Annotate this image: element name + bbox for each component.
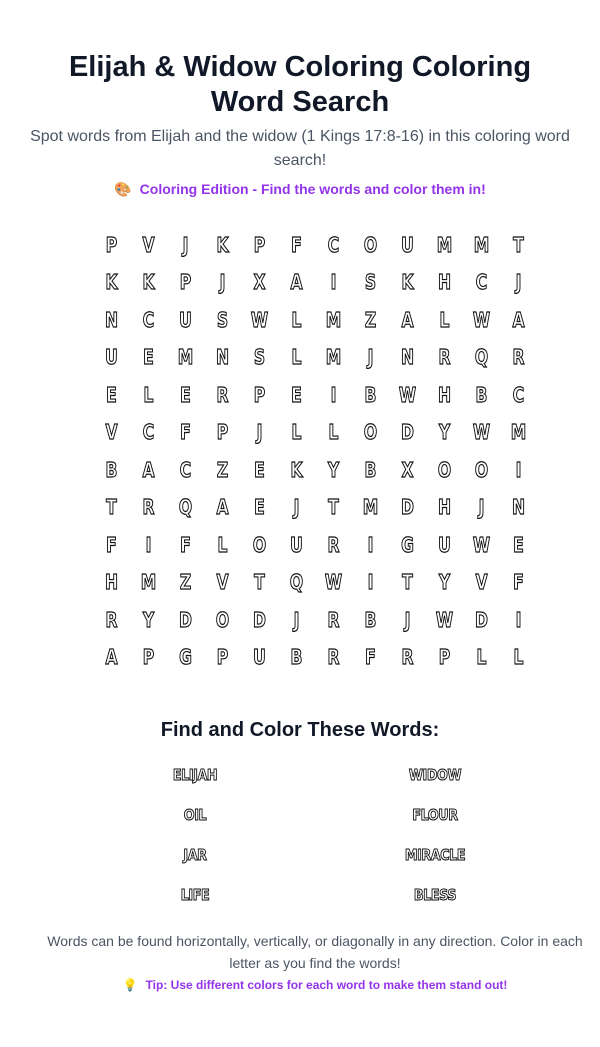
grid-letter[interactable]: E — [106, 382, 117, 407]
grid-letter[interactable]: J — [367, 345, 374, 370]
grid-letter[interactable]: I — [515, 607, 522, 632]
grid-letter[interactable]: D — [401, 495, 414, 520]
grid-letter[interactable]: P — [216, 420, 229, 445]
grid-letter[interactable]: G — [179, 645, 192, 670]
edition-banner — [0, 179, 600, 199]
grid-letter[interactable]: L — [513, 645, 524, 670]
grid-letter[interactable]: V — [475, 570, 488, 595]
grid-letter[interactable]: O — [252, 532, 267, 557]
grid-letter[interactable]: B — [290, 645, 303, 670]
grid-letter[interactable]: I — [515, 457, 522, 482]
grid-letter[interactable]: J — [219, 270, 226, 295]
grid-letter[interactable]: M — [325, 345, 342, 370]
grid-letter[interactable]: V — [142, 232, 155, 257]
grid-letter[interactable]: B — [364, 607, 377, 632]
grid-letter[interactable]: K — [401, 270, 414, 295]
grid-letter[interactable]: L — [217, 532, 228, 557]
grid-letter[interactable]: U — [290, 532, 303, 557]
grid-letter[interactable]: R — [327, 532, 340, 557]
grid-letter[interactable]: U — [179, 307, 192, 332]
page-title: Elijah & Widow Coloring Coloring Word Search — [68, 51, 532, 118]
grid-letter[interactable]: E — [513, 532, 524, 557]
grid-letter[interactable]: A — [512, 307, 525, 332]
grid-letter[interactable]: R — [327, 645, 340, 670]
grid-letter[interactable]: O — [437, 457, 452, 482]
grid-letter[interactable]: L — [291, 420, 302, 445]
grid-letter[interactable]: O — [363, 420, 378, 445]
grid-letter[interactable]: P — [253, 232, 266, 257]
grid-letter[interactable]: Z — [179, 570, 192, 595]
grid-letter[interactable]: R — [401, 645, 414, 670]
grid-letter[interactable]: R — [512, 345, 525, 370]
grid-letter[interactable]: T — [328, 495, 339, 520]
grid-letter[interactable]: P — [142, 645, 155, 670]
lightbulb-icon: 💡 — [122, 978, 138, 992]
grid-letter[interactable]: A — [401, 307, 414, 332]
grid-letter[interactable]: X — [401, 457, 414, 482]
grid-letter[interactable]: V — [105, 420, 118, 445]
grid-letter[interactable]: S — [216, 307, 229, 332]
grid-letter[interactable]: F — [106, 532, 117, 557]
grid-letter[interactable]: Q — [474, 345, 489, 370]
grid-letter[interactable]: F — [291, 232, 302, 257]
grid-letter[interactable]: C — [179, 457, 192, 482]
grid-letter[interactable]: F — [180, 420, 191, 445]
grid-letter[interactable]: Z — [216, 457, 229, 482]
grid-letter[interactable]: L — [476, 645, 487, 670]
word-list-item: ELIJAH — [172, 766, 218, 784]
grid-letter[interactable]: R — [105, 607, 118, 632]
grid-letter[interactable]: H — [437, 495, 452, 520]
grid-letter[interactable]: T — [513, 232, 524, 257]
grid-letter[interactable]: K — [105, 270, 118, 295]
grid-letter[interactable]: J — [404, 607, 411, 632]
word-list — [75, 760, 555, 920]
grid-letter[interactable]: C — [512, 382, 525, 407]
grid-letter[interactable]: P — [438, 645, 451, 670]
grid-letter[interactable]: B — [105, 457, 118, 482]
grid-letter[interactable]: A — [142, 457, 155, 482]
grid-letter[interactable]: D — [179, 607, 192, 632]
grid-letter[interactable]: C — [327, 232, 340, 257]
grid-letter[interactable]: F — [513, 570, 524, 595]
word-list-heading: Find and Color These Words: — [160, 719, 440, 741]
edition-text: Coloring Edition - Find the words and color them in! — [139, 181, 486, 197]
grid-letter[interactable]: E — [254, 495, 265, 520]
grid-letter[interactable]: Q — [289, 570, 304, 595]
grid-letter[interactable]: B — [364, 382, 377, 407]
grid-letter[interactable]: A — [105, 645, 118, 670]
grid-letter[interactable]: L — [328, 420, 339, 445]
grid-letter[interactable]: E — [254, 457, 265, 482]
grid-letter[interactable]: K — [216, 232, 229, 257]
grid-letter[interactable]: D — [253, 607, 266, 632]
grid-letter[interactable]: P — [253, 382, 266, 407]
grid-letter[interactable]: Y — [327, 457, 340, 482]
grid-letter[interactable]: N — [400, 345, 415, 370]
grid-letter[interactable]: M — [325, 307, 342, 332]
grid-letter[interactable]: A — [216, 495, 229, 520]
word-list-item: JAR — [183, 846, 207, 864]
grid-letter[interactable]: U — [438, 532, 451, 557]
word-list-item: WIDOW — [408, 766, 462, 784]
grid-letter[interactable]: Y — [438, 570, 451, 595]
grid-letter[interactable]: T — [106, 495, 117, 520]
grid-letter[interactable]: U — [105, 345, 118, 370]
grid-letter[interactable]: U — [253, 645, 266, 670]
grid-letter[interactable]: O — [215, 607, 230, 632]
grid-letter[interactable]: W — [250, 307, 269, 332]
tip-text: Tip: Use different colors for each word to make them stand out! — [145, 978, 508, 992]
grid-letter[interactable]: Z — [364, 307, 377, 332]
grid-letter[interactable]: W — [472, 307, 491, 332]
grid-letter[interactable]: T — [402, 570, 413, 595]
grid-letter[interactable]: J — [293, 495, 300, 520]
grid-letter[interactable]: C — [475, 270, 488, 295]
grid-letter[interactable]: M — [436, 232, 453, 257]
word-search-grid — [93, 226, 537, 676]
grid-letter[interactable]: N — [104, 307, 119, 332]
grid-letter[interactable]: J — [515, 270, 522, 295]
grid-letter[interactable]: R — [142, 495, 155, 520]
grid-letter[interactable]: D — [475, 607, 488, 632]
grid-letter[interactable]: J — [182, 232, 189, 257]
grid-letter[interactable]: Q — [178, 495, 193, 520]
grid-letter[interactable]: T — [254, 570, 265, 595]
grid-letter[interactable]: M — [510, 420, 527, 445]
tip-banner — [0, 976, 600, 994]
grid-letter[interactable]: W — [324, 570, 343, 595]
grid-letter[interactable]: Y — [438, 420, 451, 445]
grid-letter[interactable]: F — [180, 532, 191, 557]
grid-letter[interactable]: D — [401, 420, 414, 445]
word-list-item: MIRACLE — [404, 846, 466, 864]
grid-letter[interactable]: O — [363, 232, 378, 257]
grid-letter[interactable]: Y — [142, 607, 155, 632]
grid-letter[interactable]: C — [142, 420, 155, 445]
grid-letter[interactable]: L — [291, 345, 302, 370]
grid-letter[interactable]: K — [290, 457, 303, 482]
grid-letter[interactable]: J — [293, 607, 300, 632]
grid-letter[interactable]: W — [435, 607, 454, 632]
grid-letter[interactable]: M — [177, 345, 194, 370]
word-list-item: BLESS — [413, 886, 457, 904]
grid-letter[interactable]: U — [401, 232, 414, 257]
grid-letter[interactable]: H — [437, 382, 452, 407]
grid-letter[interactable]: H — [437, 270, 452, 295]
grid-letter[interactable]: L — [439, 307, 450, 332]
grid-letter[interactable]: L — [291, 307, 302, 332]
grid-letter[interactable]: L — [143, 382, 154, 407]
grid-letter[interactable]: R — [438, 345, 451, 370]
grid-letter[interactable]: W — [398, 382, 417, 407]
grid-letter[interactable]: M — [362, 495, 379, 520]
grid-letter[interactable]: X — [253, 270, 266, 295]
grid-letter[interactable]: B — [364, 457, 377, 482]
grid-letter[interactable]: W — [472, 420, 491, 445]
grid-letter[interactable]: K — [142, 270, 155, 295]
grid-letter[interactable]: F — [365, 645, 376, 670]
grid-letter[interactable]: I — [367, 570, 374, 595]
grid-letter[interactable]: P — [179, 270, 192, 295]
grid-letter[interactable]: I — [367, 532, 374, 557]
grid-letter[interactable]: I — [330, 270, 337, 295]
grid-letter[interactable]: S — [253, 345, 266, 370]
grid-letter[interactable]: N — [511, 495, 526, 520]
grid-letter[interactable]: J — [256, 420, 263, 445]
grid-letter[interactable]: S — [364, 270, 377, 295]
grid-letter[interactable]: E — [180, 382, 191, 407]
palette-icon: 🎨 — [114, 181, 132, 197]
grid-letter[interactable]: P — [105, 232, 118, 257]
grid-letter[interactable]: R — [216, 382, 229, 407]
grid-letter[interactable]: V — [216, 570, 229, 595]
grid-letter[interactable]: N — [215, 345, 230, 370]
page-subtitle: Spot words from Elijah and the widow (1 Kings 17:8-16) in this coloring word search! — [30, 128, 570, 169]
grid-letter[interactable]: P — [216, 645, 229, 670]
grid-letter[interactable]: M — [473, 232, 490, 257]
word-list-item: LIFE — [180, 886, 210, 904]
grid-letter[interactable]: A — [290, 270, 303, 295]
grid-letter[interactable]: W — [472, 532, 491, 557]
grid-letter[interactable]: M — [140, 570, 157, 595]
grid-letter[interactable]: G — [401, 532, 414, 557]
grid-letter[interactable]: I — [145, 532, 152, 557]
grid-letter[interactable]: R — [327, 607, 340, 632]
grid-letter[interactable]: E — [291, 382, 302, 407]
word-list-item: OIL — [183, 806, 207, 824]
grid-letter[interactable]: E — [143, 345, 154, 370]
grid-letter[interactable]: I — [330, 382, 337, 407]
grid-letter[interactable]: H — [104, 570, 119, 595]
word-list-item: FLOUR — [412, 806, 458, 824]
instructions-text: Words can be found horizontally, vertically, or diagonally in any direction. Color in each letter as you find the words! — [47, 933, 583, 971]
grid-letter[interactable]: C — [142, 307, 155, 332]
grid-letter[interactable]: O — [474, 457, 489, 482]
grid-letter[interactable]: B — [475, 382, 488, 407]
grid-letter[interactable]: J — [478, 495, 485, 520]
